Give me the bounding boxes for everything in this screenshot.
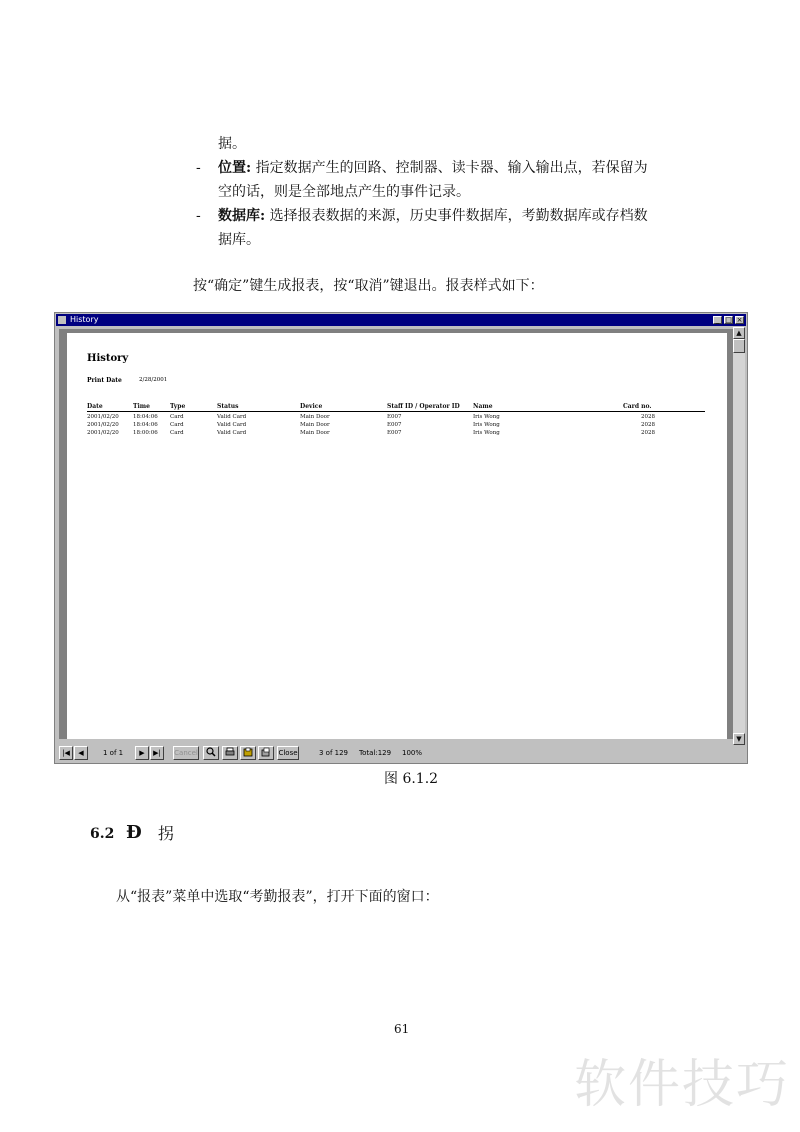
table-cell: 2001/02/20 xyxy=(87,422,119,428)
table-cell: Main Door xyxy=(300,430,330,436)
scroll-up-button[interactable]: ▲ xyxy=(733,327,745,339)
column-header: Name xyxy=(473,403,493,410)
setup-icon xyxy=(261,751,271,759)
report-viewport xyxy=(59,329,733,739)
instruction-text: 按“确定”键生成报表，按“取消”键退出。报表样式如下： xyxy=(193,278,544,294)
section-glyph-1: Ð xyxy=(126,822,142,843)
first-page-button[interactable]: |◀ xyxy=(59,746,73,760)
table-cell: E007 xyxy=(387,422,402,428)
maximize-button[interactable]: □ xyxy=(725,316,732,324)
section-intro: 从“报表”菜单中选取“考勤报表”，打开下面的窗口： xyxy=(116,889,439,905)
minimize-button[interactable]: _ xyxy=(713,316,722,324)
report-title: History xyxy=(87,353,129,364)
last-page-button[interactable]: ▶| xyxy=(150,746,164,760)
table-cell: 18:04:06 xyxy=(133,422,158,428)
table-cell: Iris Wong xyxy=(473,414,500,420)
table-cell: Card xyxy=(170,430,184,436)
record-count: 3 of 129 xyxy=(319,749,349,757)
total-count: Total:129 xyxy=(359,749,392,757)
table-cell: E007 xyxy=(387,430,402,436)
close-report-button[interactable]: Close xyxy=(277,746,299,760)
table-cell: 2001/02/20 xyxy=(87,414,119,420)
location-text-2: 空的话，则是全部地点产生的事件记录。 xyxy=(218,184,470,200)
print-date-label: Print Date xyxy=(87,377,122,384)
table-cell: Iris Wong xyxy=(473,422,500,428)
report-toolbar xyxy=(57,745,745,761)
vertical-scrollbar[interactable] xyxy=(733,327,745,745)
close-window-button[interactable]: × xyxy=(736,316,743,324)
magnifier-icon xyxy=(206,751,216,759)
table-cell: 2028 xyxy=(641,422,655,428)
cancel-button[interactable]: Cancel xyxy=(173,746,199,760)
text-line-continuation: 据。 xyxy=(218,136,246,152)
page-number: 61 xyxy=(394,1022,410,1036)
table-cell: E007 xyxy=(387,414,402,420)
table-cell: Iris Wong xyxy=(473,430,500,436)
table-cell: Card xyxy=(170,422,184,428)
print-button[interactable] xyxy=(222,746,238,760)
column-header: Type xyxy=(170,403,186,410)
table-cell: Valid Card xyxy=(217,430,247,436)
header-rule xyxy=(87,411,705,412)
watermark: 软件技巧 xyxy=(573,1055,790,1115)
export-icon xyxy=(243,751,253,759)
setup-button[interactable] xyxy=(258,746,274,760)
app-icon xyxy=(58,316,66,324)
column-header: Date xyxy=(87,403,103,410)
zoom-level: 100% xyxy=(402,749,423,757)
database-text-1: 选择报表数据的来源，历史事件数据库，考勤数据库或存档数 xyxy=(265,208,648,224)
location-text-1: 指定数据产生的回路、控制器、读卡器、输入输出点，若保留为 xyxy=(251,160,648,176)
column-header: Card no. xyxy=(623,403,652,410)
figure-caption: 图 6.1.2 xyxy=(384,771,439,787)
page-indicator: 1 of 1 xyxy=(103,749,124,757)
table-cell: Main Door xyxy=(300,414,330,420)
database-label: 数据库: xyxy=(218,208,266,224)
section-glyph-2: 拐 xyxy=(158,824,175,843)
bullet-dash: - xyxy=(196,208,201,224)
bullet-location xyxy=(218,158,648,178)
export-button[interactable] xyxy=(240,746,256,760)
table-cell: Card xyxy=(170,414,184,420)
scroll-down-button[interactable]: ▼ xyxy=(733,733,745,745)
column-header: Status xyxy=(217,403,239,410)
location-label: 位置: xyxy=(218,160,252,176)
column-header: Device xyxy=(300,403,323,410)
table-cell: 2028 xyxy=(641,414,655,420)
column-header: Time xyxy=(133,403,150,410)
table-cell: 2028 xyxy=(641,430,655,436)
table-cell: 18:00:06 xyxy=(133,430,158,436)
zoom-button[interactable] xyxy=(203,746,219,760)
bullet-dash: - xyxy=(196,160,201,176)
next-page-button[interactable]: ▶ xyxy=(135,746,149,760)
table-cell: 2001/02/20 xyxy=(87,430,119,436)
table-cell: Valid Card xyxy=(217,414,247,420)
table-cell: Valid Card xyxy=(217,422,247,428)
report-page xyxy=(67,333,727,739)
scroll-thumb[interactable] xyxy=(733,339,745,353)
database-text-2: 据库。 xyxy=(218,232,260,248)
print-date-value: 2/28/2001 xyxy=(139,377,168,383)
section-number: 6.2 xyxy=(90,826,115,842)
printer-icon xyxy=(225,751,235,759)
prev-page-button[interactable]: ◀ xyxy=(74,746,88,760)
history-report-window xyxy=(54,312,748,764)
bullet-database xyxy=(218,206,648,226)
window-titlebar[interactable] xyxy=(56,314,746,326)
table-cell: 18:04:06 xyxy=(133,414,158,420)
column-header: Staff ID / Operator ID xyxy=(387,403,460,410)
table-cell: Main Door xyxy=(300,422,330,428)
window-title: History xyxy=(70,315,99,324)
